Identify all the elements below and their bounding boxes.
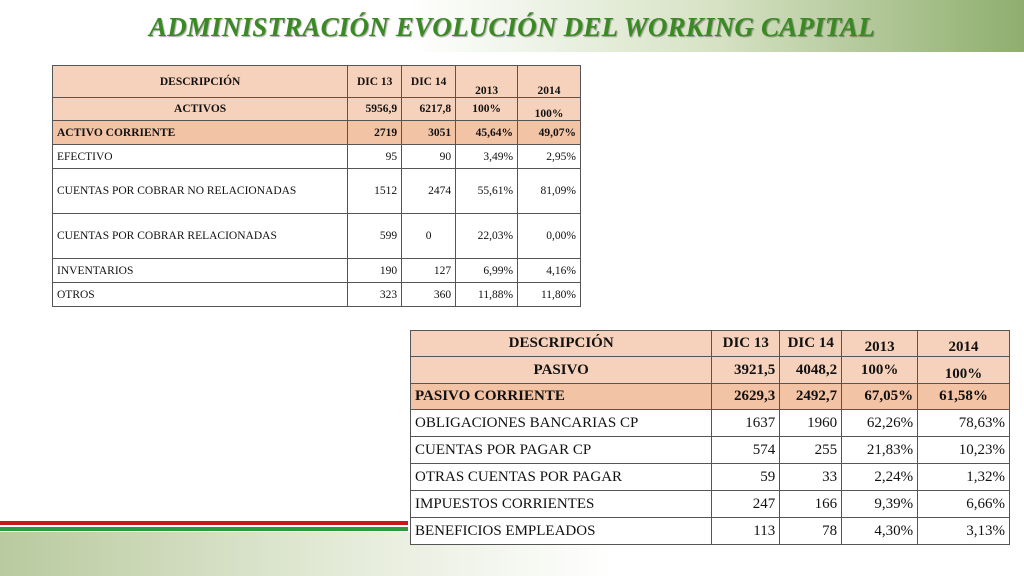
liab-row-impuestos xyxy=(411,491,1010,518)
row-dic13: 2629,3 xyxy=(712,384,780,410)
row-desc: PASIVO xyxy=(411,357,712,384)
row-dic13: 5956,9 xyxy=(348,98,402,121)
assets-header-row xyxy=(53,66,581,98)
row-2014: 100% xyxy=(518,98,581,121)
decorative-stripe-green xyxy=(0,527,408,531)
liab-header-2014: 2014 xyxy=(918,331,1010,357)
row-2014: 61,58% xyxy=(918,384,1010,410)
row-2014: 100% xyxy=(918,357,1010,384)
row-2014: 10,23% xyxy=(918,437,1010,464)
row-dic14: 90 xyxy=(402,145,456,169)
row-2013: 67,05% xyxy=(842,384,918,410)
row-dic14: 127 xyxy=(402,259,456,283)
row-desc: ACTIVO CORRIENTE xyxy=(53,121,348,145)
row-2014: 78,63% xyxy=(918,410,1010,437)
row-2013: 3,49% xyxy=(456,145,518,169)
assets-row-efectivo xyxy=(53,145,581,169)
row-2014: 3,13% xyxy=(918,518,1010,545)
row-dic13: 2719 xyxy=(348,121,402,145)
row-dic14: 2492,7 xyxy=(780,384,842,410)
row-2014: 4,16% xyxy=(518,259,581,283)
row-2014: 2,95% xyxy=(518,145,581,169)
row-desc: OBLIGACIONES BANCARIAS CP xyxy=(411,410,712,437)
row-2013: 45,64% xyxy=(456,121,518,145)
row-2013: 100% xyxy=(456,98,518,121)
row-2014: 11,80% xyxy=(518,283,581,307)
liab-header-dic14: DIC 14 xyxy=(780,331,842,357)
row-dic13: 1637 xyxy=(712,410,780,437)
row-desc: PASIVO CORRIENTE xyxy=(411,384,712,410)
row-dic14: 166 xyxy=(780,491,842,518)
row-dic13: 190 xyxy=(348,259,402,283)
row-dic13: 113 xyxy=(712,518,780,545)
row-desc: IMPUESTOS CORRIENTES xyxy=(411,491,712,518)
row-dic13: 574 xyxy=(712,437,780,464)
liab-row-pasivo-corriente xyxy=(411,384,1010,410)
row-2014: 6,66% xyxy=(918,491,1010,518)
row-desc: CUENTAS POR COBRAR RELACIONADAS xyxy=(53,214,348,259)
row-2014: 1,32% xyxy=(918,464,1010,491)
row-2013: 55,61% xyxy=(456,169,518,214)
row-desc: OTRAS CUENTAS POR PAGAR xyxy=(411,464,712,491)
row-desc: BENEFICIOS EMPLEADOS xyxy=(411,518,712,545)
liab-header-row xyxy=(411,331,1010,357)
liab-header-desc: DESCRIPCIÓN xyxy=(411,331,712,357)
liab-row-beneficios xyxy=(411,518,1010,545)
row-dic14: 78 xyxy=(780,518,842,545)
row-2014: 0,00% xyxy=(518,214,581,259)
assets-row-inventarios xyxy=(53,259,581,283)
row-dic14: 33 xyxy=(780,464,842,491)
row-2013: 6,99% xyxy=(456,259,518,283)
row-2013: 4,30% xyxy=(842,518,918,545)
row-desc: OTROS xyxy=(53,283,348,307)
assets-row-activo-corriente xyxy=(53,121,581,145)
assets-header-desc: DESCRIPCIÓN xyxy=(53,66,348,98)
assets-header-dic13: DIC 13 xyxy=(348,66,402,98)
assets-header-2013: 2013 xyxy=(456,66,518,98)
liab-row-otras-cuentas xyxy=(411,464,1010,491)
liab-row-pasivo xyxy=(411,357,1010,384)
row-2013: 62,26% xyxy=(842,410,918,437)
row-dic13: 323 xyxy=(348,283,402,307)
liab-header-2013: 2013 xyxy=(842,331,918,357)
assets-row-cxc-relacionadas xyxy=(53,214,581,259)
row-dic13: 59 xyxy=(712,464,780,491)
liabilities-table xyxy=(410,330,1010,545)
assets-row-cxc-no-relacionadas xyxy=(53,169,581,214)
row-dic14: 0 xyxy=(402,214,456,259)
assets-header-2014: 2014 xyxy=(518,66,581,98)
row-2014: 49,07% xyxy=(518,121,581,145)
row-dic14: 2474 xyxy=(402,169,456,214)
row-dic14: 360 xyxy=(402,283,456,307)
row-dic13: 599 xyxy=(348,214,402,259)
liab-row-obligaciones-bancarias xyxy=(411,410,1010,437)
page-title: ADMINISTRACIÓN EVOLUCIÓN DEL WORKING CAPITAL xyxy=(149,12,875,42)
row-desc: EFECTIVO xyxy=(53,145,348,169)
assets-row-activos xyxy=(53,98,581,121)
row-dic14: 3051 xyxy=(402,121,456,145)
row-desc: CUENTAS POR PAGAR CP xyxy=(411,437,712,464)
row-2013: 11,88% xyxy=(456,283,518,307)
row-desc: ACTIVOS xyxy=(53,98,348,121)
row-desc: CUENTAS POR COBRAR NO RELACIONADAS xyxy=(53,169,348,214)
row-dic13: 95 xyxy=(348,145,402,169)
liab-row-cuentas-por-pagar xyxy=(411,437,1010,464)
row-2013: 100% xyxy=(842,357,918,384)
row-dic13: 247 xyxy=(712,491,780,518)
row-dic14: 1960 xyxy=(780,410,842,437)
row-2013: 21,83% xyxy=(842,437,918,464)
row-dic14: 4048,2 xyxy=(780,357,842,384)
liab-header-dic13: DIC 13 xyxy=(712,331,780,357)
assets-row-otros xyxy=(53,283,581,307)
row-dic13: 3921,5 xyxy=(712,357,780,384)
row-2014: 81,09% xyxy=(518,169,581,214)
row-2013: 2,24% xyxy=(842,464,918,491)
row-2013: 22,03% xyxy=(456,214,518,259)
assets-header-dic14: DIC 14 xyxy=(402,66,456,98)
assets-table xyxy=(52,65,581,307)
row-dic14: 6217,8 xyxy=(402,98,456,121)
row-dic13: 1512 xyxy=(348,169,402,214)
row-desc: INVENTARIOS xyxy=(53,259,348,283)
row-dic14: 255 xyxy=(780,437,842,464)
row-2013: 9,39% xyxy=(842,491,918,518)
